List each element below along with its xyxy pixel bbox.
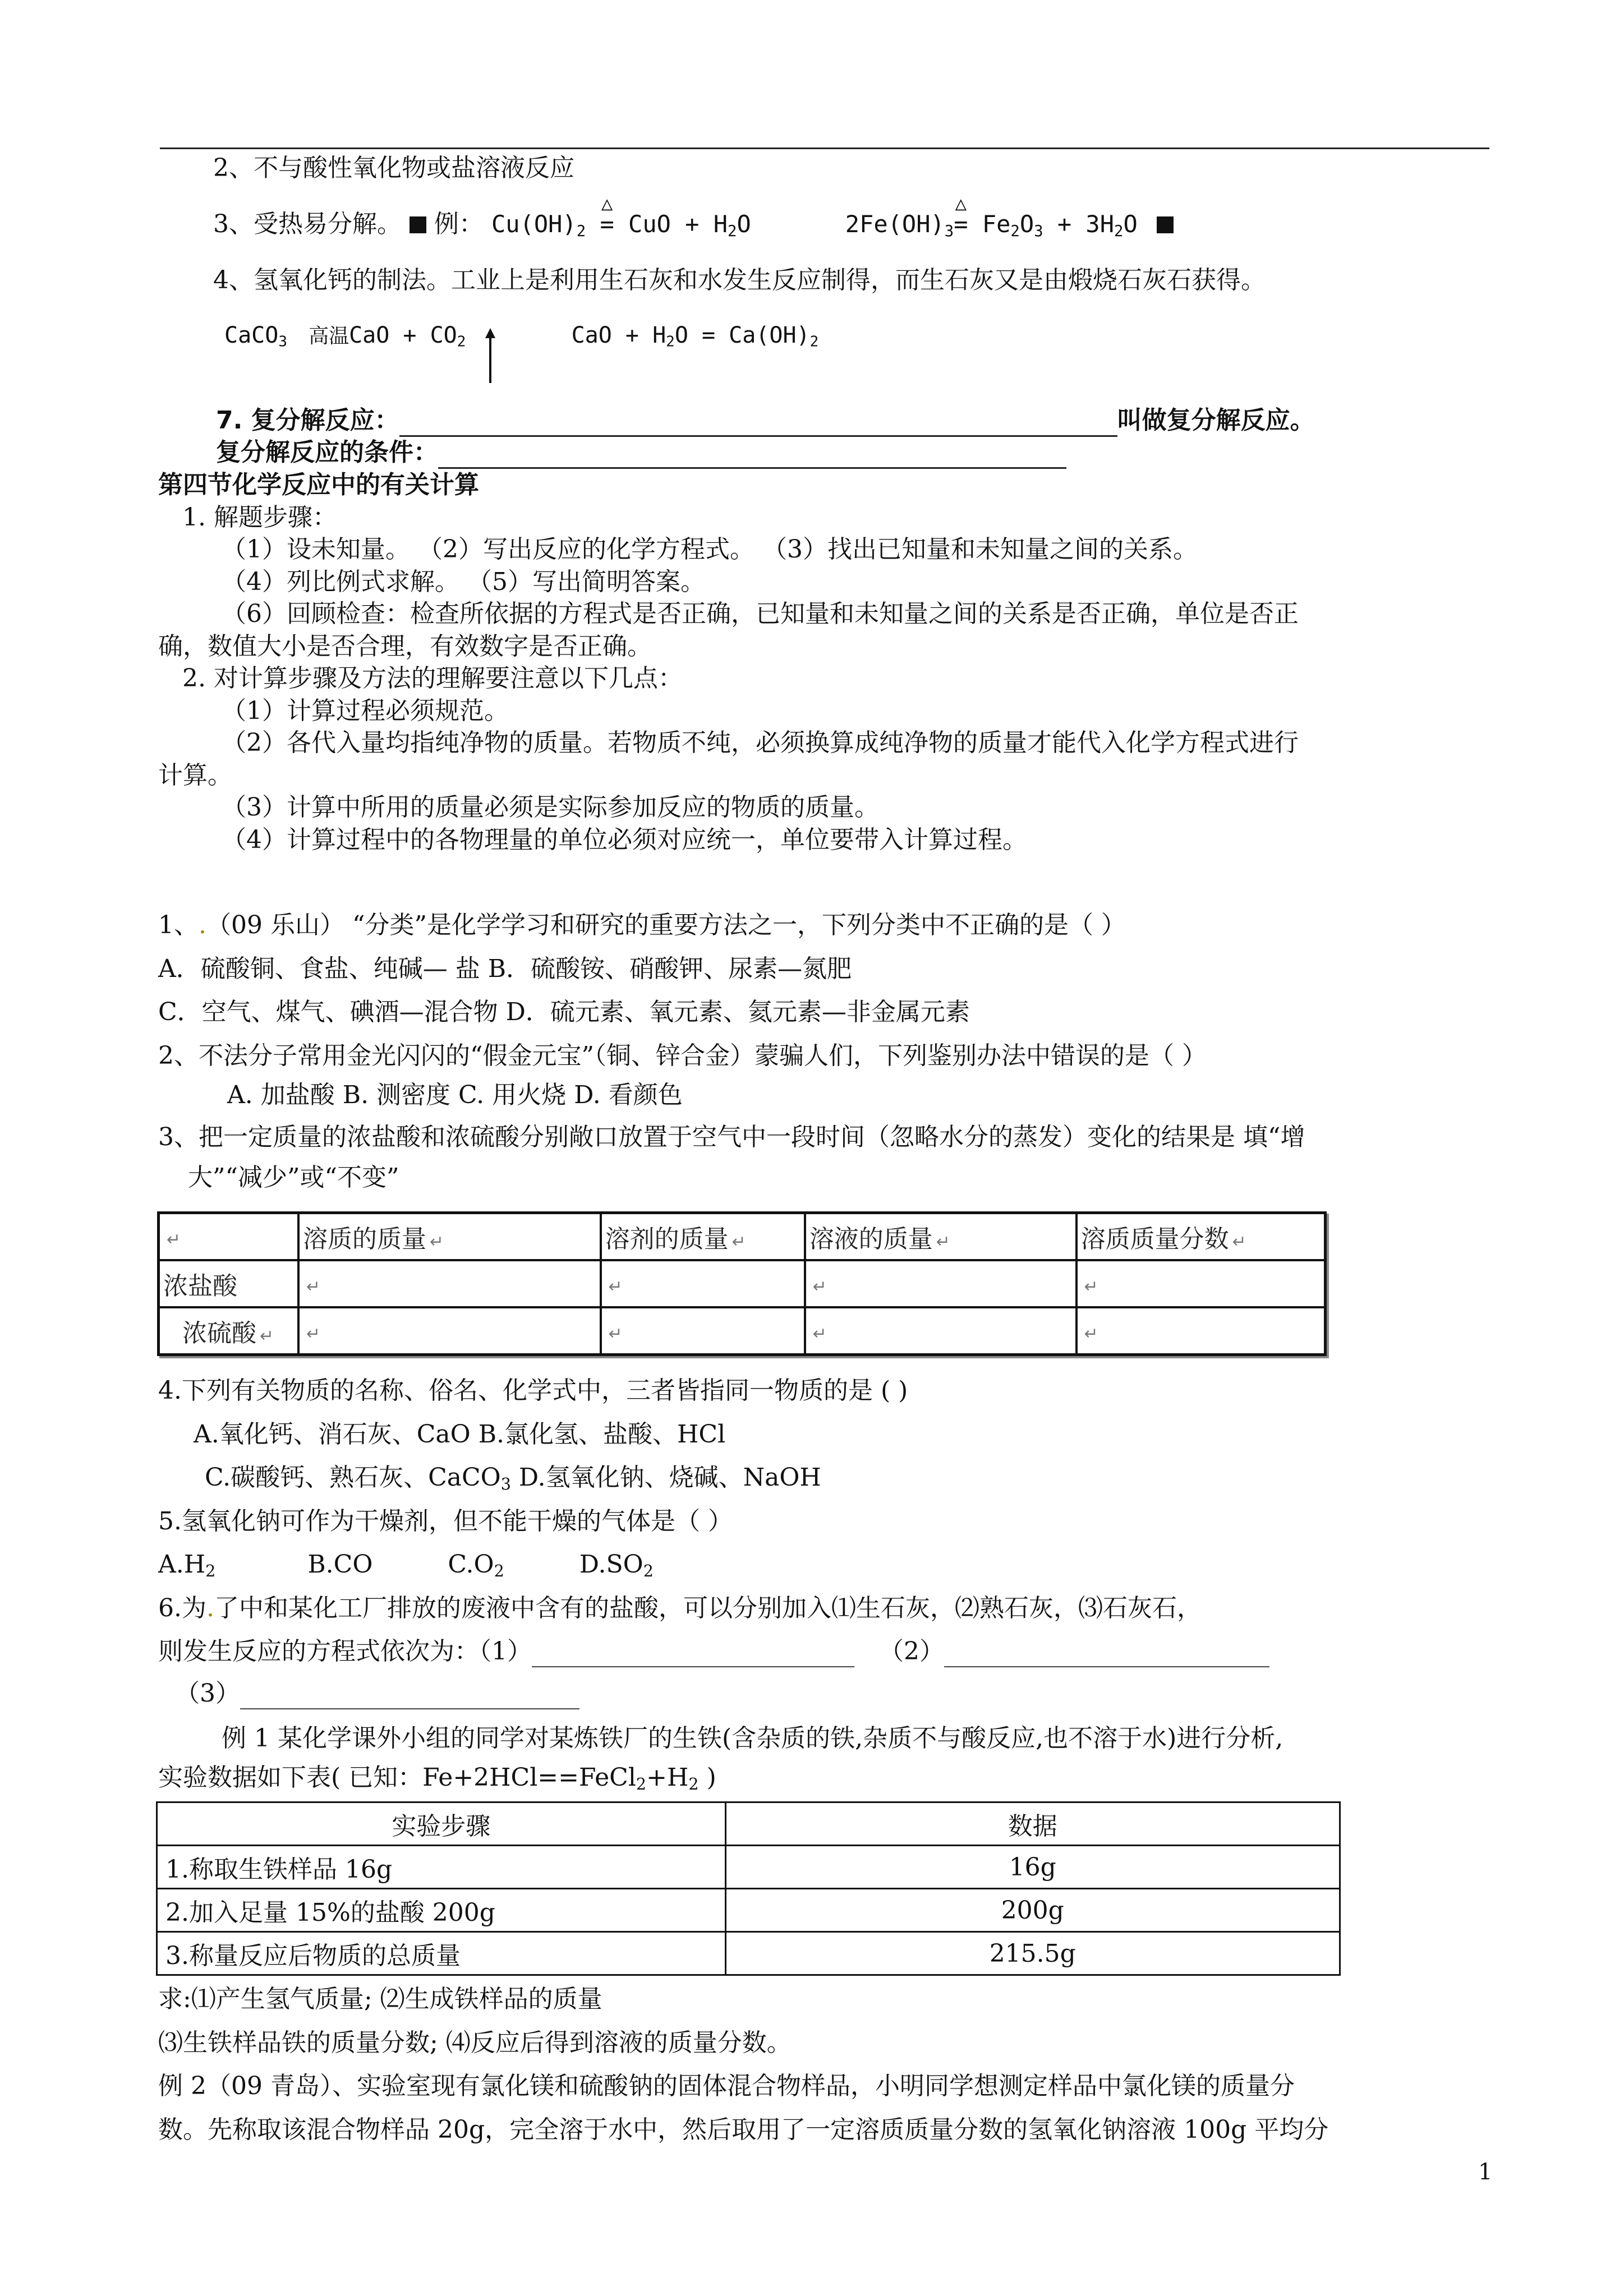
table-cell: 215.5g [725,1932,1340,1975]
example-1: 例 1 某化学课外小组的同学对某炼铁厂的生铁(含杂质的铁,杂质不与酸反应,也不溶于水)进行分析, [222,1724,1283,1753]
note-2-cont: 计算。 [158,761,232,790]
q7-blank[interactable] [399,407,1117,437]
q7b-blank[interactable] [438,439,1066,469]
experiment-table [156,1801,1341,1976]
page-number: 1 [1478,2159,1493,2185]
steps-1-3: （1）设未知量。 （2）写出反应的化学方程式。 （3）找出已知量和未知量之间的关系。 [222,535,1198,564]
table-header: 溶剂的质量 ↵ [601,1213,805,1261]
table-header: 数据 [725,1802,1340,1846]
table-row [159,1260,1326,1307]
equation-cu: $Cu(OH)_2$ △ = CuO + $H_2O$ [491,192,751,240]
table-cell[interactable]: ↵ [298,1307,601,1355]
table-cell: 200g [725,1889,1340,1932]
table-header: 实验步骤 [157,1802,726,1846]
question-6-blanks: 则发生反应的方程式依次为：（1） （2） [158,1638,1269,1667]
q7b-line: 复分解反应的条件： [216,439,1066,469]
question-3-cont: 大”“减少”或“不变” [188,1163,399,1192]
question-2-options: A. 加盐酸 B. 测密度 C. 用火烧 D. 看颜色 [227,1081,683,1109]
equation-fe: $2Fe(OH)_3$ △ = $Fe_2O_3 + 3H_2O$ [845,192,1138,240]
table-cell[interactable]: ↵ [601,1307,805,1355]
table-row [157,1846,1340,1889]
table-row-label: 浓盐酸 [159,1260,299,1307]
note-3: （3）计算中所用的质量必须是实际参加反应的物质的质量。 [222,793,879,822]
question-3: 3、把一定质量的浓盐酸和浓硫酸分别敞口放置于空气中一段时间（忽略水分的蒸发）变化的结果是 填“增 [158,1123,1305,1151]
table-row [159,1213,1326,1261]
table-header: 溶质的质量 ↵ [298,1213,601,1261]
heat-symbol: △ [601,192,613,215]
table-cell[interactable]: ↵ [1076,1260,1326,1307]
question-5: 5.氢氧化钠可作为干燥剂，但不能干燥的气体是（ ） [158,1507,733,1536]
square-bullet-icon [410,216,426,233]
notes-heading: 2. 对计算步骤及方法的理解要注意以下几点： [182,664,683,693]
answer-blank-3[interactable] [240,1680,579,1709]
example-2-cont: 数。先称取该混合物样品 20g，完全溶于水中，然后取用了一定溶质质量分数的氢氧化钠溶液 100g 平均分 [158,2115,1329,2144]
answer-blank-2[interactable] [944,1638,1269,1667]
question-1-options-cd: C．空气、煤气、碘酒—混合物 D．硫元素、氧元素、氦元素—非金属元素 [158,998,970,1026]
table-header: 溶液的质量 ↵ [805,1213,1076,1261]
table-row [157,1932,1340,1975]
table-cell[interactable]: ↵ [601,1260,805,1307]
note-4: （4）计算过程中的各物理量的单位必须对应统一，单位要带入计算过程。 [222,826,1027,854]
question-1-options-ab: A．硫酸铜、食盐、纯碱— 盐 B．硫酸铵、硝酸钾、尿素—氮肥 [158,955,852,983]
table-cell[interactable]: ↵ [1076,1307,1326,1355]
table-cell[interactable]: ↵ [805,1260,1076,1307]
table-row-label: 浓硫酸 ↵ [159,1307,299,1355]
note-2: （2）各代入量均指纯净物的质量。若物质不纯，必须换算成纯净物的质量才能代入化学方程式进行 [222,729,1299,757]
section-title: 第四节化学反应中的有关计算 [158,471,479,499]
steps-6-cont: 确，数值大小是否合理，有效数字是否正确。 [158,632,652,661]
solution-table [157,1211,1327,1356]
example-2: 例 2（09 青岛）、实验室现有氯化镁和硫酸钠的固体混合物样品，小明同学想测定样品中氯化镁的质量分 [158,2072,1295,2100]
table-cell[interactable]: ↵ [298,1260,601,1307]
table-cell: ↵ [159,1213,299,1261]
table-cell: 2.加入足量 15%的盐酸 200g [157,1889,726,1932]
table-header: 溶质质量分数 ↵ [1076,1213,1326,1261]
question-4-options-ab: A.氧化钙、消石灰、CaO B.氯化氢、盐酸、HCl [194,1420,726,1449]
header-rule [160,147,1489,149]
question-5-options: $A.H_2$ B.CO $C.O_2$ $D.SO_2$ [158,1550,654,1581]
table-cell: 16g [725,1846,1340,1889]
question-6: 6.为.了中和某化工厂排放的废液中含有的盐酸，可以分别加入⑴生石灰，⑵熟石灰，⑶石灰石， [158,1594,1202,1622]
question-2: 2、不法分子常用金光闪闪的“假金元宝”（铜、锌合金）蒙骗人们，下列鉴别办法中错误的是（ ） [158,1041,1207,1070]
table-row [159,1307,1326,1355]
steps-heading: 1. 解题步骤： [182,503,337,532]
question-1: 1、.（09 乐山） “分类”是化学学习和研究的重要方法之一，下列分类中不正确的是（ ） [158,911,1126,939]
table-cell: 3.称量反应后物质的总质量 [157,1932,726,1975]
note-1: （1）计算过程必须规范。 [222,697,509,725]
line-property-2: 2、不与酸性氧化物或盐溶液反应 [213,154,574,182]
example-1-questions: 求:⑴产生氢气质量; ⑵生成铁样品的质量 [158,1985,602,2013]
gas-up-arrow-icon [484,328,497,384]
example-1-cont: 实验数据如下表( 已知：$Fe+2HCl==FeCl_2+H_2$ ) [158,1763,716,1794]
answer-blank-1[interactable] [532,1638,854,1667]
example-1-questions-cont: ⑶生铁样品铁的质量分数; ⑷反应后得到溶液的质量分数。 [158,2028,792,2057]
line-property-3: 3、受热易分解。 例： $Cu(OH)_2$ △ = CuO + $H_2O$ $2Fe(OH)_3$ △ = $Fe_2O_3 + 3H_2O$ [213,210,1174,239]
question-4: 4.下列有关物质的名称、俗名、化学式中，三者皆指同一物质的是 ( ) [158,1376,908,1405]
heat-symbol: △ [955,192,967,215]
table-row [157,1889,1340,1932]
q7-line: 7. 复分解反应： 叫做复分解反应。 [216,407,1315,437]
question-4-options-cd: C.碳酸钙、熟石灰、CaCO$_3$ D.氢氧化钠、烧碱、NaOH [205,1463,821,1494]
line-caco3-equations: CaCO$_3$ 高温CaO + $CO_2$ CaO + $H_2O = Ca(OH)_2$ [224,322,819,351]
line-property-4: 4、氢氧化钙的制法。工业上是利用生石灰和水发生反应制得，而生石灰又是由煅烧石灰石获得。 [213,266,1266,294]
table-cell[interactable]: ↵ [805,1307,1076,1355]
steps-4-5: （4）列比例式求解。 （5）写出简明答案。 [222,568,705,596]
steps-6: （6）回顾检查：检查所依据的方程式是否正确，已知量和未知量之间的关系是否正确，单位是否正 [222,600,1299,628]
table-cell: 1.称取生铁样品 16g [157,1846,726,1889]
question-6-blank-3: （3） [175,1680,579,1709]
square-bullet-icon [1157,216,1174,233]
table-row [157,1802,1340,1846]
